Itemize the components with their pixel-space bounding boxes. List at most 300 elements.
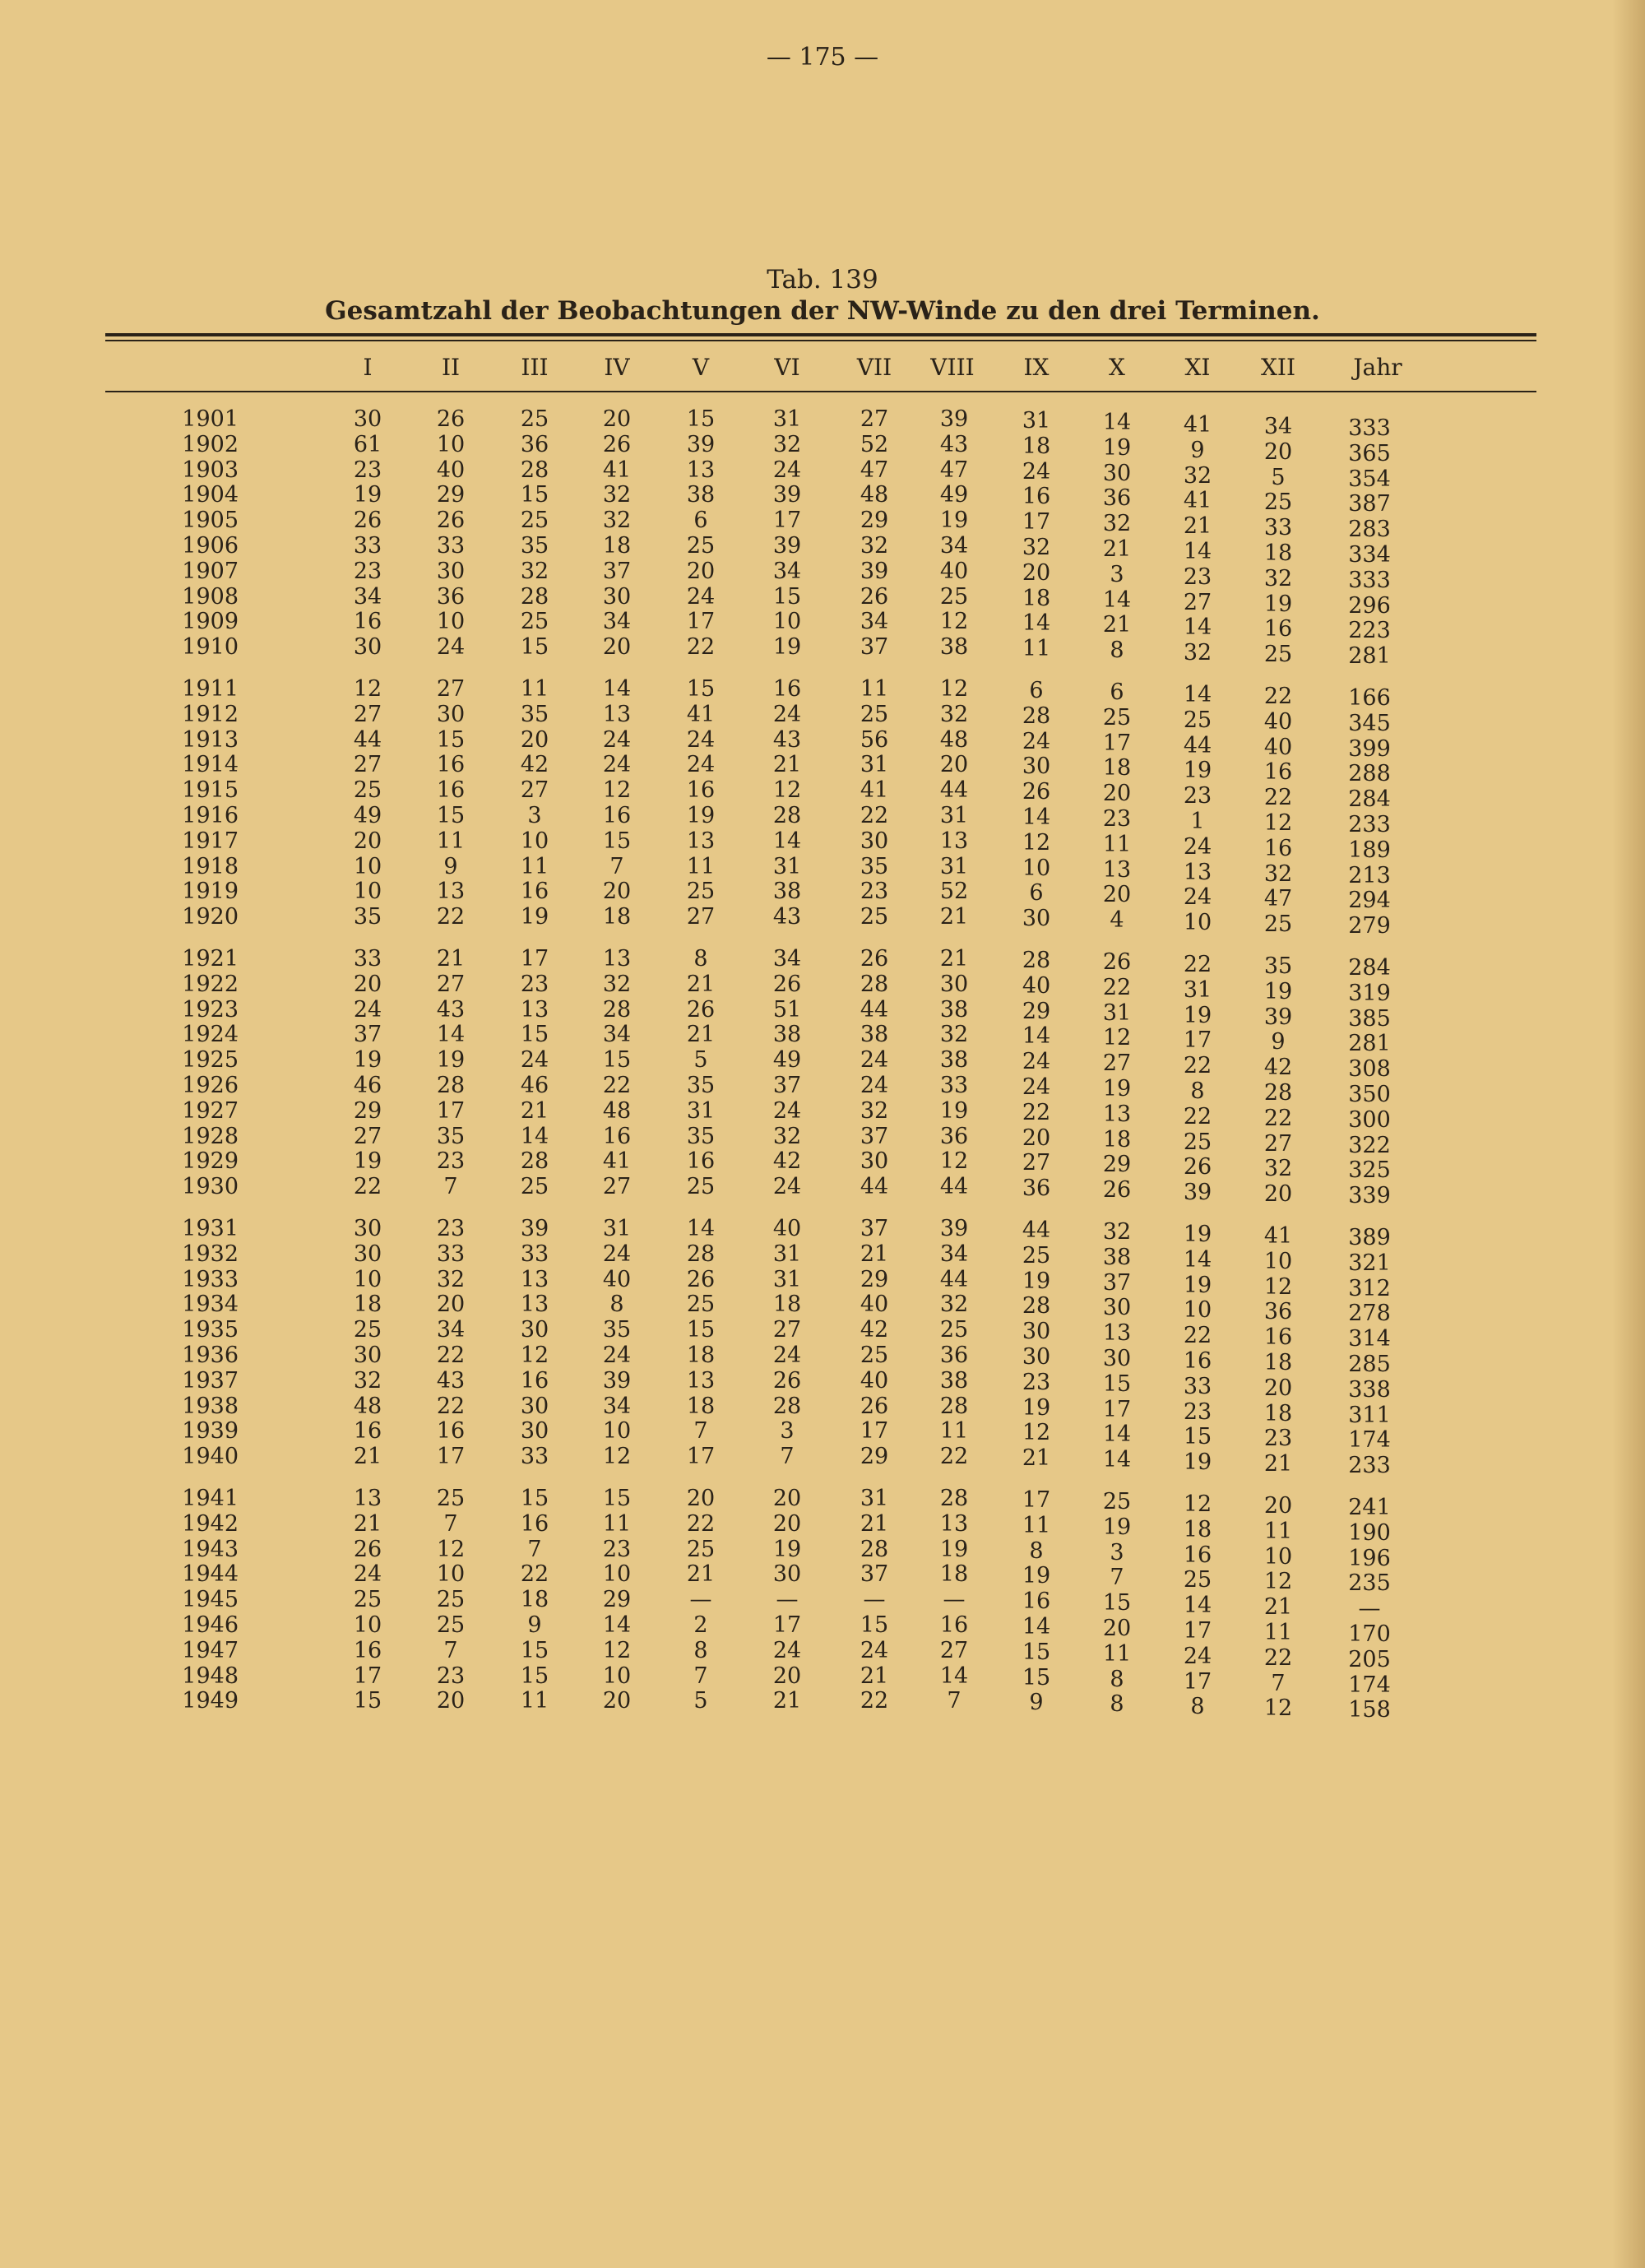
value-cell: 387 bbox=[1348, 491, 1391, 517]
value-cell: 16 bbox=[1022, 1589, 1051, 1615]
value-cell: 38 bbox=[686, 482, 716, 508]
year-cell: 1922 bbox=[182, 972, 239, 997]
table-row bbox=[0, 777, 1645, 812]
value-cell: 27 bbox=[772, 1317, 802, 1343]
value-cell: 11 bbox=[1263, 1619, 1293, 1645]
value-cell: 32 bbox=[1263, 565, 1293, 591]
value-cell: 3 bbox=[1110, 1540, 1124, 1566]
value-cell: 32 bbox=[772, 432, 802, 457]
value-cell: 42 bbox=[1263, 1054, 1293, 1080]
value-cell: 11 bbox=[1102, 832, 1132, 858]
value-cell: 19 bbox=[353, 1148, 382, 1174]
value-cell: 23 bbox=[1183, 782, 1212, 809]
year-cell: 1915 bbox=[182, 777, 239, 803]
value-cell: 6 bbox=[1029, 678, 1044, 704]
value-cell: 27 bbox=[939, 1638, 969, 1663]
value-cell: 7 bbox=[693, 1663, 708, 1689]
value-cell: 28 bbox=[939, 1394, 969, 1419]
table-row bbox=[0, 482, 1645, 517]
value-cell: 30 bbox=[860, 1148, 889, 1174]
value-cell: 25 bbox=[1263, 641, 1293, 667]
column-header: IV bbox=[604, 354, 630, 381]
value-cell: 41 bbox=[860, 777, 889, 803]
year-cell: 1918 bbox=[182, 854, 239, 879]
value-cell: 28 bbox=[520, 584, 549, 610]
value-cell: 30 bbox=[1102, 461, 1132, 487]
year-cell: 1936 bbox=[182, 1343, 239, 1368]
table-row bbox=[0, 1047, 1645, 1082]
table-row bbox=[0, 634, 1645, 669]
year-cell: 1945 bbox=[182, 1587, 239, 1612]
value-cell: 20 bbox=[436, 1292, 466, 1317]
table-row bbox=[0, 1511, 1645, 1546]
value-cell: 21 bbox=[1102, 612, 1132, 638]
value-cell: 24 bbox=[1183, 1643, 1212, 1669]
value-cell: 21 bbox=[1183, 513, 1212, 539]
value-cell: 28 bbox=[602, 997, 632, 1023]
value-cell: 44 bbox=[1183, 732, 1212, 758]
value-cell: 24 bbox=[1022, 1074, 1051, 1101]
value-cell: 339 bbox=[1348, 1183, 1391, 1208]
value-cell: 18 bbox=[686, 1394, 716, 1419]
year-cell: 1904 bbox=[182, 482, 239, 508]
value-cell: 15 bbox=[520, 1022, 549, 1047]
value-cell: 27 bbox=[860, 406, 889, 432]
value-cell: 10 bbox=[436, 609, 466, 634]
value-cell: 16 bbox=[1263, 1324, 1293, 1350]
value-cell: 333 bbox=[1348, 415, 1391, 441]
year-cell: 1925 bbox=[182, 1047, 239, 1073]
value-cell: 17 bbox=[1022, 1487, 1051, 1514]
table-row bbox=[0, 508, 1645, 542]
value-cell: 40 bbox=[860, 1292, 889, 1317]
value-cell: 22 bbox=[1022, 1100, 1051, 1126]
value-cell: 25 bbox=[436, 1486, 466, 1511]
value-cell: 37 bbox=[1102, 1270, 1132, 1296]
table-row bbox=[0, 727, 1645, 762]
value-cell: 354 bbox=[1348, 466, 1391, 492]
value-cell: 26 bbox=[860, 584, 889, 610]
value-cell: 28 bbox=[436, 1073, 466, 1098]
value-cell: 15 bbox=[520, 1638, 549, 1663]
value-cell: 8 bbox=[1110, 638, 1124, 664]
value-cell: 15 bbox=[1022, 1640, 1051, 1666]
value-cell: 321 bbox=[1348, 1250, 1391, 1276]
value-cell: 36 bbox=[1022, 1176, 1051, 1202]
value-cell: 25 bbox=[353, 1587, 382, 1612]
value-cell: 15 bbox=[686, 406, 716, 432]
value-cell: 21 bbox=[772, 752, 802, 777]
value-cell: 285 bbox=[1348, 1352, 1391, 1377]
value-cell: 19 bbox=[1022, 1563, 1051, 1589]
value-cell: 29 bbox=[602, 1587, 632, 1612]
table-row bbox=[0, 1561, 1645, 1596]
year-cell: 1931 bbox=[182, 1216, 239, 1241]
table-row bbox=[0, 1537, 1645, 1571]
value-cell: 33 bbox=[520, 1444, 549, 1469]
value-cell: 294 bbox=[1348, 888, 1391, 913]
value-cell: 29 bbox=[1102, 1152, 1132, 1178]
value-cell: 40 bbox=[1263, 734, 1293, 760]
value-cell: 11 bbox=[1022, 636, 1051, 662]
value-cell: 10 bbox=[602, 1561, 632, 1587]
value-cell: 16 bbox=[353, 609, 382, 634]
value-cell: 32 bbox=[939, 702, 969, 727]
value-cell: 21 bbox=[353, 1444, 382, 1469]
value-cell: 19 bbox=[353, 482, 382, 508]
value-cell: 385 bbox=[1348, 1006, 1391, 1032]
value-cell: 26 bbox=[860, 946, 889, 972]
value-cell: 42 bbox=[520, 752, 549, 777]
value-cell: 15 bbox=[520, 634, 549, 660]
value-cell: 166 bbox=[1348, 685, 1391, 711]
value-cell: 10 bbox=[1183, 909, 1212, 935]
table-row bbox=[0, 432, 1645, 466]
value-cell: 12 bbox=[1022, 830, 1051, 856]
value-cell: 14 bbox=[1102, 1422, 1132, 1448]
value-cell: 16 bbox=[436, 777, 466, 803]
value-cell: 32 bbox=[436, 1267, 466, 1292]
year-cell: 1913 bbox=[182, 727, 239, 753]
value-cell: 314 bbox=[1348, 1326, 1391, 1352]
value-cell: 300 bbox=[1348, 1107, 1391, 1133]
value-cell: 35 bbox=[686, 1073, 716, 1098]
value-cell: — bbox=[1358, 1596, 1381, 1621]
value-cell: 34 bbox=[353, 584, 382, 610]
year-cell: 1903 bbox=[182, 457, 239, 483]
value-cell: 20 bbox=[686, 559, 716, 584]
value-cell: 8 bbox=[1110, 1691, 1124, 1718]
value-cell: 31 bbox=[1102, 1000, 1132, 1027]
value-cell: 10 bbox=[1263, 1248, 1293, 1274]
value-cell: 20 bbox=[602, 1688, 632, 1714]
value-cell: 44 bbox=[939, 1267, 969, 1292]
value-cell: 29 bbox=[353, 1098, 382, 1124]
value-cell: 15 bbox=[520, 482, 549, 508]
value-cell: 15 bbox=[602, 828, 632, 854]
value-cell: 15 bbox=[686, 1317, 716, 1343]
value-cell: 13 bbox=[602, 946, 632, 972]
value-cell: 18 bbox=[1102, 755, 1132, 782]
table-row bbox=[0, 752, 1645, 786]
value-cell: 241 bbox=[1348, 1495, 1391, 1520]
value-cell: 7 bbox=[443, 1174, 458, 1199]
value-cell: 26 bbox=[772, 972, 802, 997]
value-cell: 5 bbox=[693, 1688, 708, 1714]
value-cell: 28 bbox=[772, 803, 802, 828]
value-cell: 14 bbox=[1183, 1246, 1212, 1273]
value-cell: 30 bbox=[860, 828, 889, 854]
value-cell: 32 bbox=[860, 1098, 889, 1124]
value-cell: 41 bbox=[686, 702, 716, 727]
value-cell: 17 bbox=[1102, 1397, 1132, 1423]
value-cell: 43 bbox=[939, 432, 969, 457]
value-cell: 25 bbox=[860, 1343, 889, 1368]
value-cell: 30 bbox=[1022, 906, 1051, 932]
value-cell: 12 bbox=[772, 777, 802, 803]
value-cell: 6 bbox=[1110, 679, 1124, 706]
value-cell: 21 bbox=[939, 946, 969, 972]
value-cell: 32 bbox=[1022, 535, 1051, 561]
value-cell: 15 bbox=[1102, 1590, 1132, 1616]
value-cell: 18 bbox=[520, 1587, 549, 1612]
value-cell: 24 bbox=[772, 1098, 802, 1124]
value-cell: 20 bbox=[1102, 781, 1132, 807]
value-cell: 22 bbox=[1263, 683, 1293, 709]
value-cell: 20 bbox=[602, 634, 632, 660]
table-row bbox=[0, 1267, 1645, 1301]
table-row bbox=[0, 533, 1645, 568]
value-cell: 9 bbox=[1271, 1028, 1286, 1055]
value-cell: 39 bbox=[520, 1216, 549, 1241]
value-cell: 23 bbox=[353, 559, 382, 584]
value-cell: 28 bbox=[1022, 703, 1051, 730]
table-row bbox=[0, 1638, 1645, 1672]
value-cell: 36 bbox=[1263, 1298, 1293, 1324]
value-cell: 35 bbox=[860, 854, 889, 879]
value-cell: 31 bbox=[939, 803, 969, 828]
value-cell: 48 bbox=[860, 482, 889, 508]
value-cell: 27 bbox=[520, 777, 549, 803]
value-cell: 44 bbox=[939, 777, 969, 803]
value-cell: 26 bbox=[353, 508, 382, 533]
value-cell: 38 bbox=[939, 1368, 969, 1394]
value-cell: 18 bbox=[353, 1292, 382, 1317]
value-cell: 21 bbox=[860, 1663, 889, 1689]
value-cell: 41 bbox=[602, 1148, 632, 1174]
table-row bbox=[0, 1486, 1645, 1520]
year-cell: 1911 bbox=[182, 676, 239, 702]
value-cell: 31 bbox=[1022, 408, 1051, 434]
column-header: VIII bbox=[930, 354, 975, 381]
column-header: Jahr bbox=[1353, 354, 1402, 381]
table-row bbox=[0, 559, 1645, 593]
year-cell: 1944 bbox=[182, 1561, 239, 1587]
value-cell: 18 bbox=[1263, 1400, 1293, 1426]
year-cell: 1906 bbox=[182, 533, 239, 559]
value-cell: 16 bbox=[686, 777, 716, 803]
value-cell: 325 bbox=[1348, 1157, 1391, 1183]
value-cell: 333 bbox=[1348, 568, 1391, 593]
value-cell: 31 bbox=[602, 1216, 632, 1241]
value-cell: 17 bbox=[436, 1444, 466, 1469]
value-cell: 322 bbox=[1348, 1133, 1391, 1158]
value-cell: 31 bbox=[772, 854, 802, 879]
value-cell: 16 bbox=[353, 1418, 382, 1444]
value-cell: 24 bbox=[436, 634, 466, 660]
value-cell: 49 bbox=[772, 1047, 802, 1073]
value-cell: 40 bbox=[772, 1216, 802, 1241]
value-cell: 17 bbox=[686, 609, 716, 634]
year-cell: 1938 bbox=[182, 1394, 239, 1419]
value-cell: 31 bbox=[939, 854, 969, 879]
value-cell: 350 bbox=[1348, 1082, 1391, 1107]
value-cell: 6 bbox=[693, 508, 708, 533]
value-cell: 25 bbox=[520, 1174, 549, 1199]
value-cell: 14 bbox=[686, 1216, 716, 1241]
value-cell: 40 bbox=[602, 1267, 632, 1292]
value-cell: 43 bbox=[772, 727, 802, 753]
value-cell: 39 bbox=[939, 1216, 969, 1241]
value-cell: 23 bbox=[860, 879, 889, 904]
value-cell: 30 bbox=[436, 559, 466, 584]
value-cell: 29 bbox=[860, 508, 889, 533]
value-cell: 3 bbox=[1110, 562, 1124, 588]
value-cell: 22 bbox=[860, 1688, 889, 1714]
table-row bbox=[0, 1394, 1645, 1428]
value-cell: 235 bbox=[1348, 1570, 1391, 1596]
table-row bbox=[0, 584, 1645, 619]
value-cell: 19 bbox=[436, 1047, 466, 1073]
value-cell: 11 bbox=[520, 1688, 549, 1714]
value-cell: 31 bbox=[860, 752, 889, 777]
value-cell: 20 bbox=[520, 727, 549, 753]
value-cell: 32 bbox=[1102, 1219, 1132, 1245]
value-cell: 36 bbox=[436, 584, 466, 610]
table-label: Tab. 139 bbox=[767, 265, 878, 295]
value-cell: 14 bbox=[1102, 1447, 1132, 1473]
value-cell: 22 bbox=[520, 1561, 549, 1587]
value-cell: 47 bbox=[860, 457, 889, 483]
value-cell: 16 bbox=[1263, 835, 1293, 861]
value-cell: 17 bbox=[1183, 1668, 1212, 1695]
value-cell: 20 bbox=[1263, 1492, 1293, 1519]
value-cell: 38 bbox=[939, 997, 969, 1023]
value-cell: 16 bbox=[436, 1418, 466, 1444]
table-row bbox=[0, 1444, 1645, 1478]
value-cell: 28 bbox=[860, 1537, 889, 1562]
value-cell: 17 bbox=[1183, 1027, 1212, 1053]
value-cell: 14 bbox=[1022, 805, 1051, 831]
value-cell: 28 bbox=[686, 1241, 716, 1267]
value-cell: 16 bbox=[1022, 484, 1051, 510]
year-cell: 1929 bbox=[182, 1148, 239, 1174]
value-cell: 12 bbox=[939, 1148, 969, 1174]
value-cell: 19 bbox=[1183, 1221, 1212, 1247]
value-cell: 27 bbox=[602, 1174, 632, 1199]
value-cell: 13 bbox=[686, 828, 716, 854]
column-header: III bbox=[521, 354, 549, 381]
value-cell: 20 bbox=[602, 406, 632, 432]
value-cell: 22 bbox=[686, 634, 716, 660]
value-cell: 10 bbox=[520, 828, 549, 854]
value-cell: 27 bbox=[436, 676, 466, 702]
table-row bbox=[0, 1587, 1645, 1621]
value-cell: 28 bbox=[1022, 1293, 1051, 1320]
year-cell: 1923 bbox=[182, 997, 239, 1023]
table-row bbox=[0, 1343, 1645, 1377]
value-cell: 20 bbox=[1102, 882, 1132, 908]
value-cell: 40 bbox=[939, 559, 969, 584]
value-cell: 12 bbox=[1263, 1273, 1293, 1300]
value-cell: 35 bbox=[520, 702, 549, 727]
value-cell: 308 bbox=[1348, 1056, 1391, 1082]
value-cell: 34 bbox=[772, 559, 802, 584]
value-cell: 19 bbox=[772, 1537, 802, 1562]
value-cell: 32 bbox=[939, 1292, 969, 1317]
value-cell: 19 bbox=[1102, 1076, 1132, 1102]
value-cell: 38 bbox=[772, 1022, 802, 1047]
value-cell: 14 bbox=[1183, 614, 1212, 640]
value-cell: 39 bbox=[602, 1368, 632, 1394]
value-cell: 7 bbox=[609, 854, 624, 879]
value-cell: 38 bbox=[939, 1047, 969, 1073]
value-cell: 190 bbox=[1348, 1520, 1391, 1546]
value-cell: 48 bbox=[602, 1098, 632, 1124]
value-cell: 34 bbox=[860, 609, 889, 634]
value-cell: 10 bbox=[602, 1418, 632, 1444]
year-cell: 1909 bbox=[182, 609, 239, 634]
value-cell: 10 bbox=[353, 1267, 382, 1292]
value-cell: 233 bbox=[1348, 1453, 1391, 1478]
value-cell: 18 bbox=[1183, 1516, 1212, 1542]
value-cell: 25 bbox=[860, 904, 889, 930]
value-cell: 46 bbox=[520, 1073, 549, 1098]
value-cell: 29 bbox=[436, 482, 466, 508]
value-cell: 17 bbox=[1102, 730, 1132, 757]
value-cell: 26 bbox=[860, 1394, 889, 1419]
value-cell: 17 bbox=[772, 1612, 802, 1638]
value-cell: 20 bbox=[772, 1511, 802, 1537]
value-cell: 17 bbox=[860, 1418, 889, 1444]
value-cell: 158 bbox=[1348, 1697, 1391, 1723]
value-cell: 21 bbox=[939, 904, 969, 930]
value-cell: 27 bbox=[1263, 1130, 1293, 1157]
value-cell: 21 bbox=[860, 1241, 889, 1267]
value-cell: 37 bbox=[353, 1022, 382, 1047]
value-cell: 16 bbox=[520, 1368, 549, 1394]
value-cell: 8 bbox=[609, 1292, 624, 1317]
year-cell: 1941 bbox=[182, 1486, 239, 1511]
value-cell: 15 bbox=[602, 1047, 632, 1073]
value-cell: 12 bbox=[1263, 1568, 1293, 1594]
table-row bbox=[0, 904, 1645, 939]
value-cell: 39 bbox=[939, 406, 969, 432]
value-cell: 16 bbox=[939, 1612, 969, 1638]
value-cell: 15 bbox=[1022, 1665, 1051, 1691]
value-cell: 18 bbox=[1102, 1127, 1132, 1153]
value-cell: 20 bbox=[772, 1486, 802, 1511]
value-cell: 32 bbox=[1102, 511, 1132, 537]
year-cell: 1942 bbox=[182, 1511, 239, 1537]
value-cell: 36 bbox=[520, 432, 549, 457]
value-cell: 35 bbox=[1263, 953, 1293, 979]
year-cell: 1949 bbox=[182, 1688, 239, 1714]
value-cell: 13 bbox=[1102, 857, 1132, 884]
value-cell: 43 bbox=[436, 1368, 466, 1394]
value-cell: 7 bbox=[443, 1638, 458, 1663]
value-cell: 21 bbox=[353, 1511, 382, 1537]
value-cell: 25 bbox=[1183, 1566, 1212, 1593]
value-cell: 14 bbox=[602, 676, 632, 702]
value-cell: 26 bbox=[353, 1537, 382, 1562]
value-cell: 25 bbox=[686, 1174, 716, 1199]
value-cell: 18 bbox=[772, 1292, 802, 1317]
value-cell: 19 bbox=[686, 803, 716, 828]
value-cell: 31 bbox=[860, 1486, 889, 1511]
value-cell: 24 bbox=[1183, 884, 1212, 910]
year-cell: 1948 bbox=[182, 1663, 239, 1689]
value-cell: 22 bbox=[1263, 1105, 1293, 1131]
value-cell: 44 bbox=[353, 727, 382, 753]
year-cell: 1901 bbox=[182, 406, 239, 432]
value-cell: 22 bbox=[860, 803, 889, 828]
value-cell: 8 bbox=[1110, 1667, 1124, 1693]
value-cell: 30 bbox=[353, 406, 382, 432]
header-rule bbox=[105, 391, 1536, 392]
value-cell: 12 bbox=[1102, 1025, 1132, 1051]
value-cell: 28 bbox=[1022, 948, 1051, 974]
